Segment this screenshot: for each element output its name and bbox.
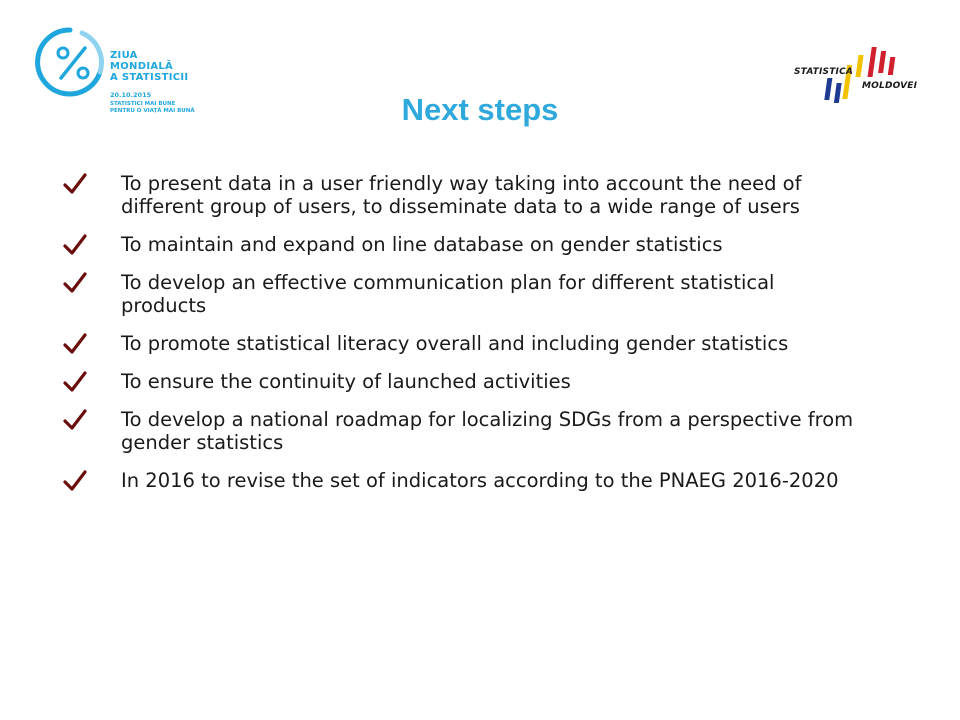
list-item-text: To maintain and expand on line database on gender statistics: [121, 233, 723, 256]
logo-left-line: A STATISTICII: [110, 72, 189, 83]
checkmark-icon: [62, 271, 88, 295]
list-item-text: To ensure the continuity of launched activities: [121, 370, 571, 393]
checkmark-icon: [62, 233, 88, 257]
list-item-text: To present data in a user friendly way taking into account the need of different group of users, to disseminate data to a wide range of users: [121, 172, 802, 218]
logo-left-line: ZIUA: [110, 50, 138, 61]
list-item-text: To develop a national roadmap for localizing SDGs from a perspective from gender statistics: [121, 408, 854, 454]
checkmark-icon: [62, 172, 88, 196]
logo-left-date: 20.10.2015: [110, 91, 152, 99]
checkmark-icon: [62, 408, 88, 432]
logo-left-slogan-line: PENTRU O VIAȚĂ MAI BUNĂ: [110, 108, 195, 114]
logo-left-slogan-line: STATISTICI MAI BUNE: [110, 101, 176, 107]
checkmark-icon: [62, 332, 88, 356]
list-item: [62, 271, 862, 317]
checkmark-icon: [62, 370, 88, 394]
logo-left-heading: [110, 50, 188, 83]
checkmark-icon: [62, 469, 88, 493]
list-item-text: To develop an effective communication plan for different statistical products: [121, 271, 775, 317]
list-item: [62, 370, 862, 393]
logo-left-line: MONDIALĂ: [110, 61, 174, 72]
logo-right-word-bottom: MOLDOVEI: [862, 81, 918, 91]
list-item-text: To promote statistical literacy overall and including gender statistics: [121, 332, 789, 355]
list-item: [62, 172, 862, 218]
list-item: [62, 332, 862, 355]
next-steps-list: [62, 172, 862, 507]
logo-right-word-top: STATISTICA: [794, 67, 854, 77]
page-title: Next steps: [401, 92, 559, 127]
list-item-text: In 2016 to revise the set of indicators according to the PNAEG 2016-2020: [121, 469, 839, 492]
list-item: [62, 233, 862, 256]
list-item: [62, 408, 862, 454]
list-item: [62, 469, 862, 492]
